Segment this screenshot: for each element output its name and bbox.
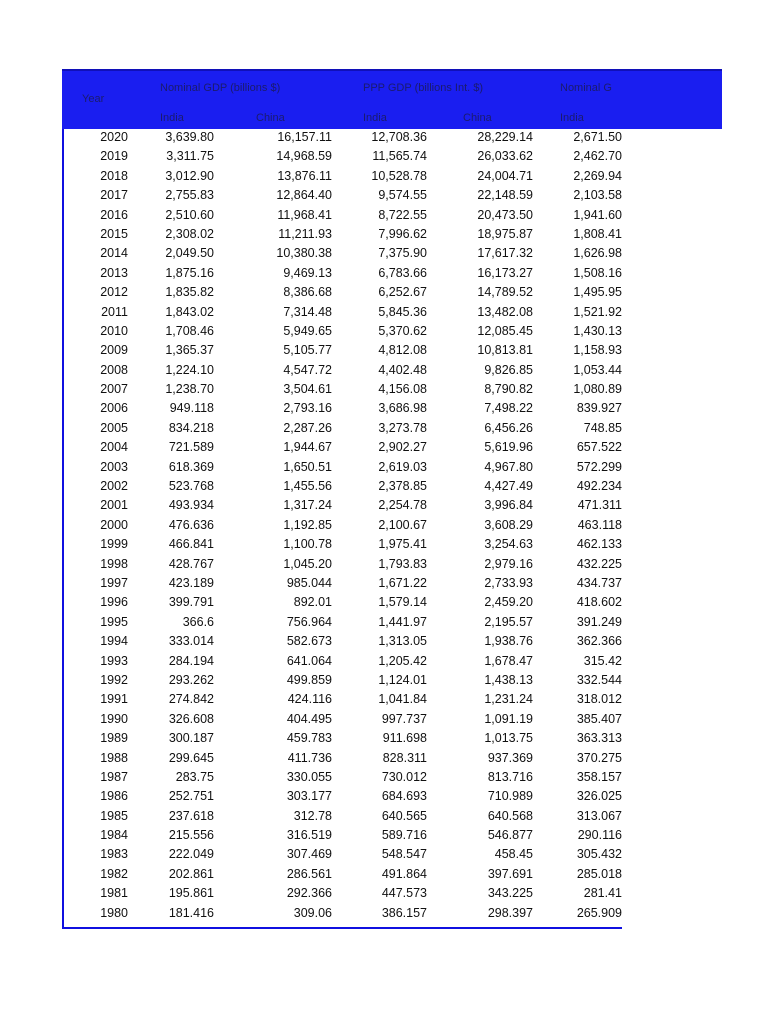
table-row (64, 400, 622, 419)
cell-year: 1980 (100, 905, 128, 920)
table-row (64, 362, 622, 381)
cell-nominal-china: 499.859 (286, 672, 332, 687)
cell-ppp-china: 8,790.82 (484, 382, 533, 397)
cell-ppp-china: 1,938.76 (484, 634, 533, 649)
table-row (64, 265, 622, 284)
cell-ppp-india: 1,205.42 (378, 653, 427, 668)
cell-nominal-india: 2,049.50 (165, 246, 214, 261)
cell-nominal2-india: 305.432 (576, 847, 622, 862)
cell-nominal-china: 1,455.56 (283, 479, 332, 494)
table-row (64, 672, 622, 691)
cell-ppp-china: 343.225 (487, 886, 533, 901)
cell-nominal2-india: 1,495.95 (573, 285, 622, 300)
cell-ppp-china: 1,091.19 (484, 711, 533, 726)
cell-nominal2-india: 290.116 (577, 828, 622, 843)
cell-ppp-india: 10,528.78 (371, 168, 427, 183)
cell-nominal-china: 312.78 (293, 808, 332, 823)
cell-year: 1984 (100, 828, 128, 843)
header-nominal-gdp: Nominal GDP (billions $) (160, 82, 281, 94)
subheader-china: China (463, 112, 492, 124)
cell-nominal-india: 1,843.02 (165, 304, 214, 319)
cell-ppp-india: 447.573 (381, 886, 427, 901)
cell-year: 1989 (100, 731, 128, 746)
cell-year: 2001 (100, 498, 128, 513)
cell-ppp-india: 1,441.97 (378, 614, 427, 629)
subheader-india: India (160, 112, 184, 124)
cell-nominal-china: 1,317.24 (283, 498, 332, 513)
header-ppp-gdp: PPP GDP (billions Int. $) (363, 82, 484, 94)
table-row (64, 497, 622, 516)
cell-nominal-india: 3,639.80 (165, 130, 214, 144)
cell-nominal-india: 523.768 (168, 479, 214, 494)
cell-nominal-china: 756.964 (286, 614, 332, 629)
cell-ppp-india: 589.716 (381, 828, 427, 843)
cell-nominal-india: 3,311.75 (166, 149, 214, 164)
cell-year: 1998 (100, 556, 128, 571)
cell-ppp-china: 17,617.32 (477, 246, 533, 261)
cell-nominal-india: 1,835.82 (165, 285, 214, 300)
table-row (64, 556, 622, 575)
cell-nominal2-india: 1,158.93 (573, 343, 622, 358)
cell-ppp-india: 2,619.03 (378, 459, 427, 474)
table-row (64, 168, 622, 187)
cell-ppp-china: 813.716 (487, 769, 533, 784)
cell-year: 1983 (100, 847, 128, 862)
cell-nominal2-india: 1,508.16 (573, 265, 622, 280)
cell-nominal-china: 892.01 (293, 595, 332, 610)
table-row (64, 691, 622, 710)
cell-nominal-india: 1,238.70 (165, 382, 214, 397)
table-row (64, 304, 622, 323)
gdp-spreadsheet (62, 69, 722, 929)
cell-ppp-china: 2,733.93 (484, 575, 533, 590)
cell-nominal2-india: 2,671.50 (573, 130, 622, 144)
cell-nominal2-india: 492.234 (576, 479, 622, 494)
cell-ppp-india: 1,313.05 (378, 634, 427, 649)
cell-nominal-china: 404.495 (286, 711, 332, 726)
cell-ppp-china: 7,498.22 (484, 401, 533, 416)
cell-year: 2014 (100, 246, 128, 261)
cell-year: 2012 (100, 285, 128, 300)
cell-ppp-china: 22,148.59 (477, 188, 533, 203)
cell-nominal-india: 1,224.10 (165, 362, 214, 377)
cell-nominal-india: 366.6 (182, 614, 214, 629)
cell-nominal2-india: 418.602 (576, 595, 622, 610)
table-row (64, 187, 622, 206)
cell-ppp-china: 3,996.84 (484, 498, 533, 513)
cell-nominal-india: 284.194 (168, 653, 214, 668)
table-row (64, 905, 622, 924)
cell-year: 2016 (100, 207, 128, 222)
cell-ppp-india: 3,273.78 (378, 420, 427, 435)
cell-nominal2-india: 281.41 (583, 886, 622, 901)
cell-nominal-china: 8,386.68 (283, 285, 332, 300)
cell-ppp-india: 4,812.08 (378, 343, 427, 358)
cell-nominal2-india: 1,053.44 (573, 362, 622, 377)
cell-nominal-india: 466.841 (168, 537, 214, 552)
cell-year: 1997 (100, 575, 128, 590)
cell-nominal-china: 641.064 (286, 653, 332, 668)
cell-nominal-china: 292.366 (286, 886, 332, 901)
cell-ppp-china: 2,979.16 (484, 556, 533, 571)
cell-ppp-india: 828.311 (382, 750, 427, 765)
cell-nominal2-india: 463.118 (577, 517, 622, 532)
cell-year: 1985 (100, 808, 128, 823)
cell-year: 1996 (100, 595, 128, 610)
cell-year: 2006 (100, 401, 128, 416)
cell-year: 1994 (100, 634, 128, 649)
cell-ppp-india: 548.547 (381, 847, 427, 862)
cell-year: 1999 (100, 537, 128, 552)
cell-ppp-india: 386.157 (381, 905, 427, 920)
table-row (64, 207, 622, 226)
cell-ppp-china: 1,678.47 (484, 653, 533, 668)
cell-nominal-china: 286.561 (286, 866, 332, 881)
cell-year: 2008 (100, 362, 128, 377)
cell-nominal-india: 2,510.60 (165, 207, 214, 222)
cell-nominal-india: 222.049 (168, 847, 214, 862)
cell-nominal-china: 2,287.26 (283, 420, 332, 435)
cell-nominal-india: 333.014 (168, 634, 214, 649)
cell-year: 1981 (100, 886, 128, 901)
cell-ppp-china: 9,826.85 (484, 362, 533, 377)
cell-ppp-china: 3,254.63 (484, 537, 533, 552)
table-row (64, 381, 622, 400)
cell-nominal-india: 1,875.16 (165, 265, 214, 280)
cell-nominal-india: 399.791 (168, 595, 214, 610)
table-row (64, 284, 622, 303)
cell-nominal-india: 181.416 (168, 905, 214, 920)
cell-ppp-china: 458.45 (494, 847, 533, 862)
cell-nominal-india: 1,708.46 (165, 323, 214, 338)
cell-nominal2-india: 326.025 (576, 789, 622, 804)
cell-nominal2-india: 362.366 (576, 634, 622, 649)
cell-ppp-china: 6,456.26 (484, 420, 533, 435)
cell-nominal-china: 16,157.11 (277, 130, 332, 144)
cell-year: 1991 (100, 692, 128, 707)
cell-ppp-india: 1,124.01 (378, 672, 427, 687)
cell-ppp-china: 12,085.45 (477, 323, 533, 338)
cell-nominal-india: 283.75 (175, 769, 214, 784)
cell-nominal-china: 1,100.78 (283, 537, 332, 552)
cell-year: 2017 (100, 188, 128, 203)
cell-nominal-china: 4,547.72 (283, 362, 332, 377)
cell-nominal-china: 424.116 (287, 692, 332, 707)
cell-nominal2-india: 748.85 (583, 420, 622, 435)
cell-nominal-india: 237.618 (168, 808, 214, 823)
cell-year: 2002 (100, 479, 128, 494)
table-row (64, 342, 622, 361)
table-row (64, 536, 622, 555)
cell-ppp-china: 24,004.71 (477, 168, 533, 183)
cell-nominal-china: 985.044 (286, 575, 332, 590)
cell-nominal2-india: 432.225 (576, 556, 622, 571)
cell-nominal-china: 9,469.13 (283, 265, 332, 280)
cell-nominal2-india: 434.737 (576, 575, 622, 590)
cell-nominal-china: 2,793.16 (283, 401, 332, 416)
cell-nominal-india: 215.556 (168, 828, 214, 843)
cell-ppp-china: 28,229.14 (477, 130, 533, 144)
cell-nominal2-india: 318.012 (576, 692, 622, 707)
cell-ppp-china: 710.989 (487, 789, 533, 804)
table-row (64, 846, 622, 865)
cell-nominal2-india: 657.522 (576, 440, 622, 455)
table-row (64, 633, 622, 652)
cell-year: 2013 (100, 265, 128, 280)
cell-year: 2003 (100, 459, 128, 474)
cell-ppp-india: 4,156.08 (378, 382, 427, 397)
cell-ppp-china: 546.877 (487, 828, 533, 843)
cell-nominal2-india: 385.407 (576, 711, 622, 726)
subheader-china: China (256, 112, 285, 124)
table-row (64, 885, 622, 904)
cell-nominal-india: 202.861 (168, 866, 214, 881)
table-row (64, 323, 622, 342)
cell-nominal-china: 5,949.65 (283, 323, 332, 338)
cell-ppp-india: 2,378.85 (378, 479, 427, 494)
cell-year: 1990 (100, 711, 128, 726)
cell-ppp-china: 10,813.81 (477, 343, 533, 358)
cell-nominal2-india: 313.067 (576, 808, 622, 823)
cell-nominal2-india: 1,941.60 (573, 207, 622, 222)
cell-ppp-china: 4,427.49 (484, 479, 533, 494)
cell-nominal-india: 428.767 (168, 556, 214, 571)
cell-year: 1982 (100, 866, 128, 881)
table-row (64, 614, 622, 633)
cell-ppp-india: 5,845.36 (378, 304, 427, 319)
subheader-india: India (363, 112, 387, 124)
cell-ppp-china: 5,619.96 (484, 440, 533, 455)
cell-nominal-india: 618.369 (168, 459, 214, 474)
cell-nominal2-india: 839.927 (576, 401, 622, 416)
cell-year: 2015 (100, 226, 128, 241)
table-row (64, 594, 622, 613)
cell-nominal-china: 5,105.77 (283, 343, 332, 358)
cell-year: 1993 (100, 653, 128, 668)
cell-nominal-china: 1,192.85 (283, 517, 332, 532)
cell-ppp-india: 1,041.84 (378, 692, 427, 707)
cell-ppp-india: 7,375.90 (378, 246, 427, 261)
cell-ppp-india: 1,671.22 (378, 575, 427, 590)
cell-ppp-china: 937.369 (487, 750, 533, 765)
cell-ppp-china: 16,173.27 (477, 265, 533, 280)
cell-nominal2-india: 1,521.92 (573, 304, 622, 319)
table-row (64, 653, 622, 672)
cell-ppp-india: 6,783.66 (378, 265, 427, 280)
cell-nominal2-india: 1,080.89 (573, 382, 622, 397)
cell-ppp-india: 7,996.62 (378, 226, 427, 241)
cell-nominal2-india: 2,269.94 (573, 168, 622, 183)
cell-nominal2-india: 2,103.58 (573, 188, 622, 203)
cell-nominal2-india: 1,626.98 (573, 246, 622, 261)
cell-ppp-india: 3,686.98 (378, 401, 427, 416)
cell-nominal-india: 2,308.02 (165, 226, 214, 241)
cell-nominal2-india: 1,430.13 (573, 323, 622, 338)
cell-nominal-india: 3,012.90 (165, 168, 214, 183)
table-row (64, 439, 622, 458)
cell-year: 2009 (100, 343, 128, 358)
table-row (64, 517, 622, 536)
cell-nominal-china: 11,211.93 (278, 226, 332, 241)
cell-nominal-india: 1,365.37 (165, 343, 214, 358)
cell-nominal2-india: 471.311 (577, 498, 622, 513)
cell-nominal-china: 316.519 (286, 828, 332, 843)
table-row (64, 420, 622, 439)
cell-nominal-india: 721.589 (168, 440, 214, 455)
cell-nominal2-india: 315.42 (583, 653, 622, 668)
cell-year: 2020 (100, 130, 128, 144)
cell-nominal-india: 274.842 (168, 692, 214, 707)
cell-ppp-china: 298.397 (487, 905, 533, 920)
cell-nominal-china: 13,876.11 (277, 168, 332, 183)
cell-ppp-china: 397.691 (487, 866, 533, 881)
cell-ppp-china: 640.568 (487, 808, 533, 823)
cell-nominal-india: 476.636 (168, 517, 214, 532)
cell-nominal2-india: 363.313 (576, 731, 622, 746)
cell-year: 2000 (100, 517, 128, 532)
cell-year: 2011 (101, 304, 128, 319)
cell-ppp-china: 2,459.20 (484, 595, 533, 610)
cell-year: 2004 (100, 440, 128, 455)
table-row (64, 730, 622, 749)
table-row (64, 788, 622, 807)
cell-ppp-india: 491.864 (381, 866, 427, 881)
cell-nominal2-india: 572.299 (576, 459, 622, 474)
cell-nominal-china: 1,045.20 (283, 556, 332, 571)
cell-ppp-india: 8,722.55 (378, 207, 427, 222)
cell-ppp-china: 1,438.13 (484, 672, 533, 687)
table-header (62, 69, 722, 129)
cell-ppp-india: 6,252.67 (378, 285, 427, 300)
cell-year: 2007 (100, 382, 128, 397)
cell-nominal-china: 330.055 (286, 769, 332, 784)
cell-nominal-china: 459.783 (286, 731, 332, 746)
cell-ppp-china: 26,033.62 (477, 149, 533, 164)
cell-nominal-india: 493.934 (168, 498, 214, 513)
cell-nominal2-india: 370.275 (576, 750, 622, 765)
cell-nominal-india: 423.189 (168, 575, 214, 590)
cell-ppp-india: 684.693 (381, 789, 427, 804)
cell-ppp-china: 2,195.57 (484, 614, 533, 629)
cell-ppp-china: 14,789.52 (477, 285, 533, 300)
cell-nominal-china: 303.177 (286, 789, 332, 804)
table-body (62, 129, 622, 929)
cell-nominal-china: 1,650.51 (283, 459, 332, 474)
cell-ppp-india: 2,902.27 (378, 440, 427, 455)
cell-nominal-china: 309.06 (293, 905, 332, 920)
table-row (64, 478, 622, 497)
table-row (64, 148, 622, 167)
cell-year: 1986 (100, 789, 128, 804)
cell-ppp-china: 4,967.80 (484, 459, 533, 474)
cell-ppp-china: 13,482.08 (477, 304, 533, 319)
cell-ppp-india: 9,574.55 (378, 188, 427, 203)
cell-nominal-china: 411.736 (287, 750, 332, 765)
cell-ppp-india: 4,402.48 (378, 362, 427, 377)
cell-nominal-india: 2,755.83 (165, 188, 214, 203)
table-row (64, 808, 622, 827)
cell-ppp-china: 3,608.29 (484, 517, 533, 532)
table-row (64, 866, 622, 885)
cell-year: 2010 (100, 323, 128, 338)
cell-ppp-china: 1,231.24 (484, 692, 533, 707)
header-year: Year (82, 93, 105, 105)
cell-ppp-india: 12,708.36 (371, 130, 427, 144)
cell-nominal-india: 834.218 (168, 420, 214, 435)
cell-nominal2-india: 1,808.41 (573, 226, 622, 241)
cell-ppp-india: 2,100.67 (378, 517, 427, 532)
cell-year: 2019 (100, 149, 128, 164)
cell-ppp-china: 18,975.87 (477, 226, 533, 241)
table-row (64, 750, 622, 769)
cell-ppp-india: 11,565.74 (372, 149, 427, 164)
table-row (64, 245, 622, 264)
table-row (64, 129, 622, 148)
table-row (64, 827, 622, 846)
cell-year: 1992 (100, 672, 128, 687)
cell-ppp-india: 1,975.41 (378, 537, 427, 552)
cell-nominal-india: 252.751 (168, 789, 214, 804)
table-row (64, 575, 622, 594)
cell-nominal-china: 12,864.40 (276, 188, 332, 203)
cell-nominal-india: 300.187 (168, 731, 214, 746)
cell-nominal-china: 307.469 (286, 847, 332, 862)
cell-ppp-india: 1,793.83 (378, 556, 427, 571)
cell-year: 1988 (100, 750, 128, 765)
cell-nominal-india: 293.262 (168, 672, 214, 687)
header-nominal-gdp-truncated: Nominal G (560, 82, 612, 94)
cell-nominal-china: 3,504.61 (283, 382, 332, 397)
cell-ppp-india: 1,579.14 (378, 595, 427, 610)
cell-nominal-india: 326.608 (168, 711, 214, 726)
cell-nominal2-india: 391.249 (576, 614, 622, 629)
table-row (64, 769, 622, 788)
cell-year: 1987 (100, 769, 128, 784)
cell-nominal2-india: 2,462.70 (573, 149, 622, 164)
cell-nominal-india: 949.118 (169, 401, 214, 416)
cell-nominal2-india: 358.157 (576, 769, 622, 784)
cell-nominal-india: 195.861 (168, 886, 214, 901)
cell-nominal-china: 10,380.38 (276, 246, 332, 261)
cell-ppp-china: 20,473.50 (477, 207, 533, 222)
cell-nominal-china: 1,944.67 (283, 440, 332, 455)
table-row (64, 226, 622, 245)
cell-year: 2018 (100, 168, 128, 183)
cell-nominal2-india: 332.544 (576, 672, 622, 687)
cell-year: 1995 (100, 614, 128, 629)
cell-ppp-china: 1,013.75 (484, 731, 533, 746)
table-row (64, 459, 622, 478)
cell-nominal-india: 299.645 (168, 750, 214, 765)
cell-year: 2005 (100, 420, 128, 435)
cell-nominal-china: 582.673 (286, 634, 332, 649)
table-row (64, 711, 622, 730)
cell-nominal-china: 14,968.59 (276, 149, 332, 164)
cell-nominal-china: 7,314.48 (283, 304, 332, 319)
cell-nominal2-india: 462.133 (576, 537, 622, 552)
cell-nominal2-india: 285.018 (576, 866, 622, 881)
cell-ppp-india: 5,370.62 (378, 323, 427, 338)
cell-ppp-india: 730.012 (381, 769, 427, 784)
subheader-india: India (560, 112, 584, 124)
cell-ppp-india: 640.565 (381, 808, 427, 823)
cell-ppp-india: 997.737 (381, 711, 427, 726)
cell-nominal2-india: 265.909 (576, 905, 622, 920)
cell-ppp-india: 911.698 (382, 731, 427, 746)
cell-ppp-india: 2,254.78 (378, 498, 427, 513)
cell-nominal-china: 11,968.41 (277, 207, 332, 222)
